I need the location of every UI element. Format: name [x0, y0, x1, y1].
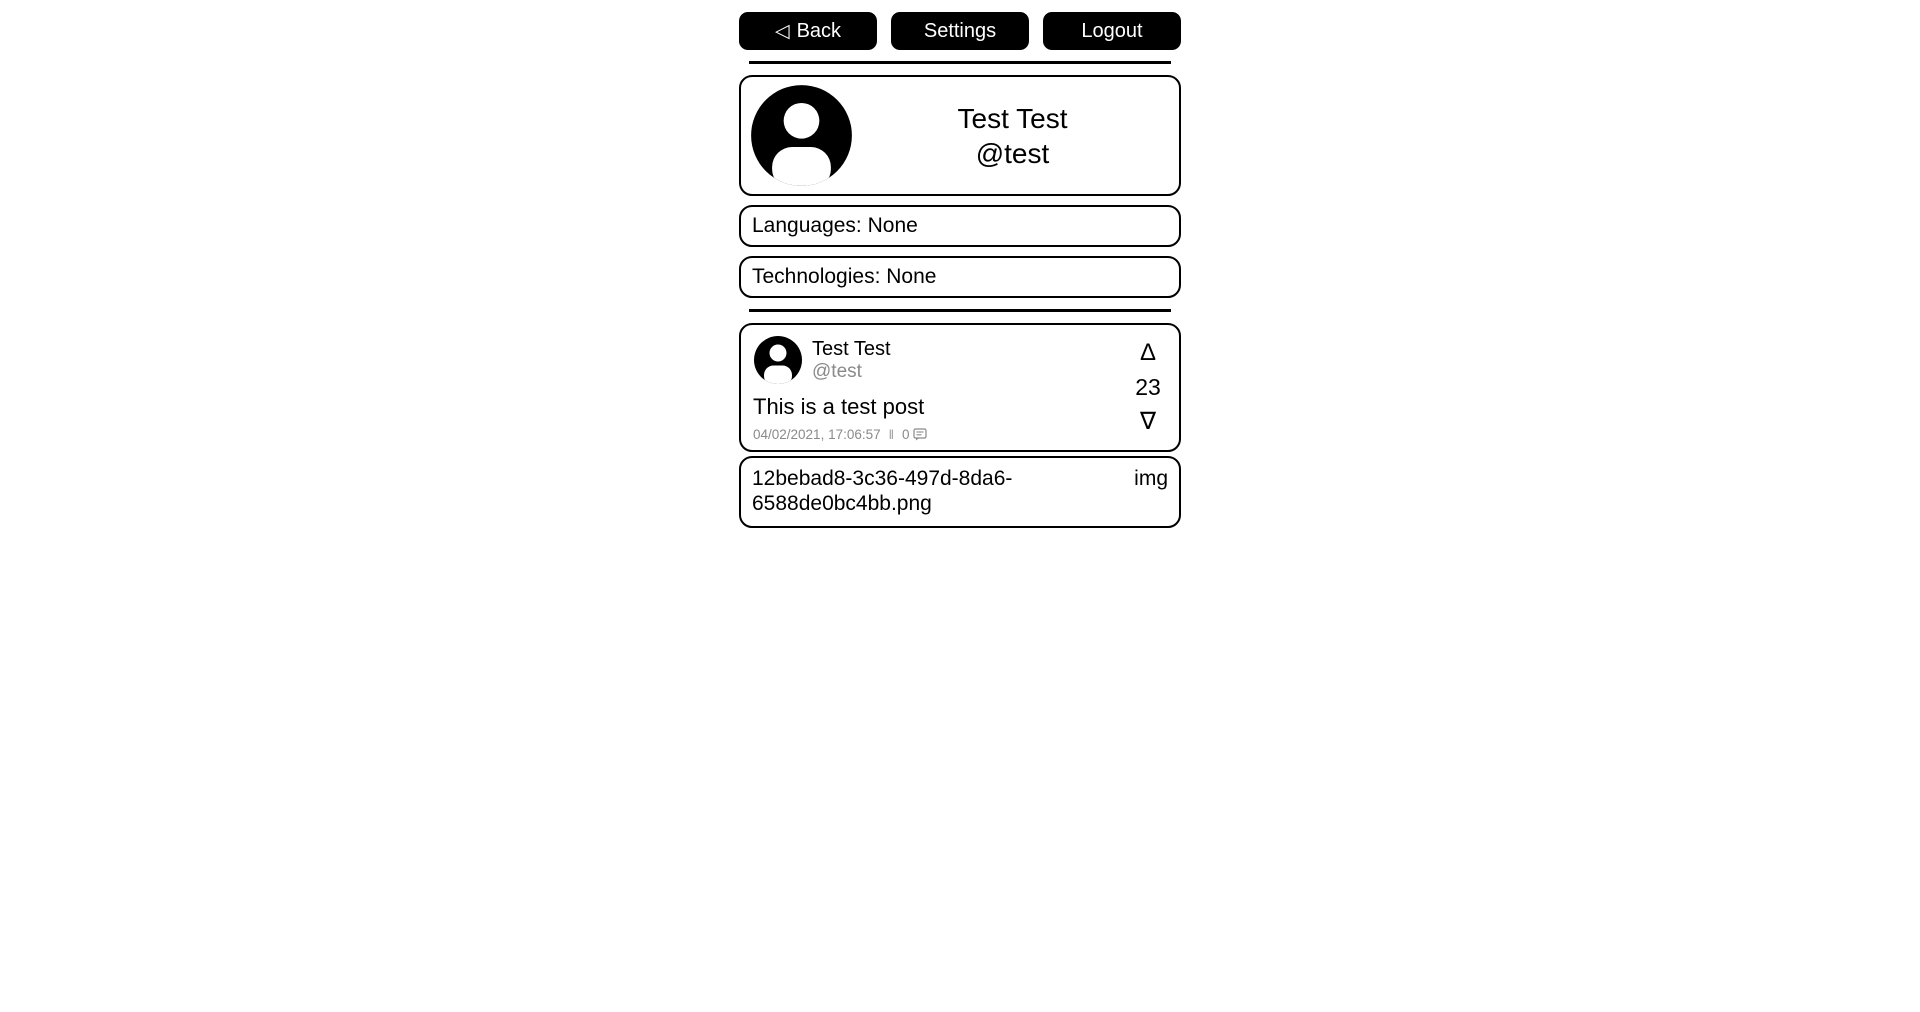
post-main [753, 335, 1127, 442]
content-column [739, 0, 1181, 528]
back-arrow-icon: ◁ [774, 20, 790, 42]
vote-column [1127, 335, 1169, 442]
upvote-button[interactable]: Δ [1139, 339, 1157, 366]
post-timestamp: 04/02/2021, 17:06:57 [753, 427, 881, 442]
profile-card [739, 75, 1181, 196]
technologies-box [739, 256, 1181, 298]
attachment-filename: 12bebad8-3c36-497d-8da6-6588de0bc4bb.png [752, 467, 1013, 516]
languages-label: Languages: None [752, 214, 918, 237]
comment-bubble-icon [913, 428, 927, 441]
divider [749, 61, 1171, 64]
post-meta [753, 427, 1127, 442]
vote-score: 23 [1135, 374, 1161, 400]
comment-count-wrap [902, 427, 927, 442]
languages-box [739, 205, 1181, 247]
post-header [753, 335, 1127, 385]
comment-count: 0 [902, 427, 910, 442]
divider [749, 309, 1171, 312]
attachment-row[interactable] [739, 456, 1181, 528]
profile-name: Test Test [957, 102, 1068, 134]
toolbar [739, 12, 1181, 50]
meta-separator: ‖ [888, 427, 894, 442]
logout-button[interactable] [1043, 12, 1181, 50]
logout-button-label: Logout [1081, 19, 1143, 42]
technologies-label: Technologies: None [752, 265, 937, 288]
settings-button-label: Settings [923, 19, 997, 42]
post-author-handle: @test [812, 361, 862, 382]
profile-identity [854, 101, 1171, 171]
post-author-avatar-icon [753, 335, 803, 385]
downvote-button[interactable]: ∇ [1139, 408, 1157, 435]
profile-handle: @test [975, 137, 1050, 169]
settings-button[interactable] [891, 12, 1029, 50]
back-button[interactable] [739, 12, 877, 50]
profile-avatar-icon [749, 83, 854, 188]
post-card [739, 323, 1181, 452]
post-body: This is a test post [753, 394, 925, 419]
post-author-name: Test Test [812, 338, 891, 360]
back-button-label: Back [796, 19, 842, 42]
post-author-block [812, 335, 891, 384]
attachment-type-label: img [1134, 467, 1168, 490]
